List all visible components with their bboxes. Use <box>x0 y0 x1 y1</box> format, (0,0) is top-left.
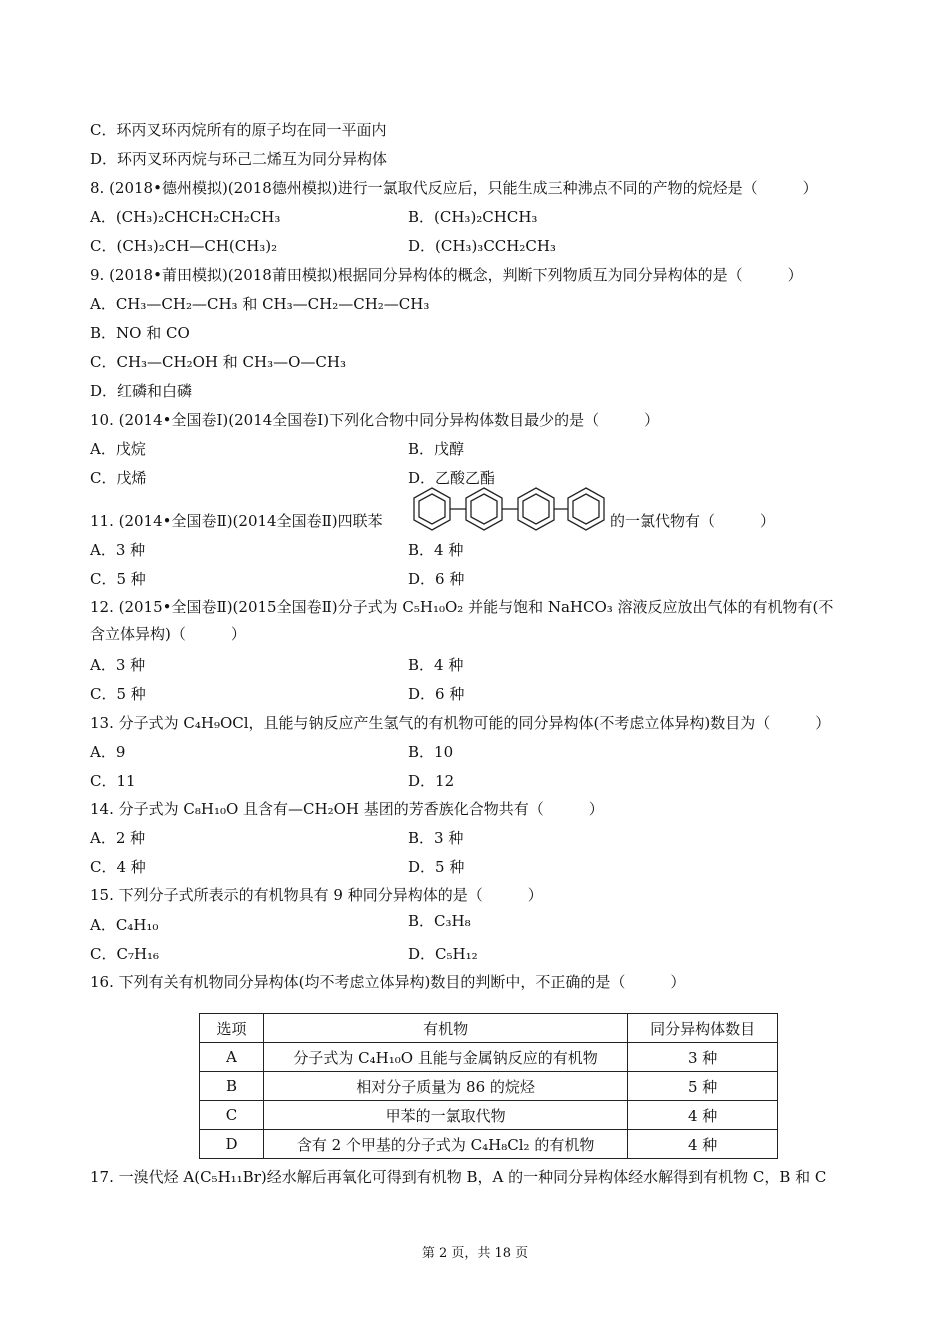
table-cell: B <box>200 1072 264 1101</box>
q15-option-c: C．C₇H₁₆ <box>90 945 160 963</box>
q13-option-d: D．12 <box>408 772 455 790</box>
table-cell: 4 种 <box>628 1130 778 1159</box>
q13-option-c: C．11 <box>90 772 136 790</box>
q7-option-c: C．环丙叉环丙烷所有的原子均在同一平面内 <box>90 121 387 139</box>
q9-option-a: A．CH₃—CH₂—CH₃ 和 CH₃—CH₂—CH₂—CH₃ <box>90 295 430 313</box>
q9-option-c: C．CH₃—CH₂OH 和 CH₃—O—CH₃ <box>90 353 346 371</box>
q13-stem: 13. 分子式为 C₄H₉OCl，且能与钠反应产生氢气的有机物可能的同分异构体(不考虑立体异构)数目为（ ） <box>90 714 831 732</box>
table-cell: 分子式为 C₄H₁₀O 且能与金属钠反应的有机物 <box>263 1043 627 1072</box>
q7-option-d: D．环丙叉环丙烷与环己二烯互为同分异构体 <box>90 150 388 168</box>
q10-option-c: C．戊烯 <box>90 469 147 487</box>
table-cell: C <box>200 1101 264 1130</box>
table-cell: 3 种 <box>628 1043 778 1072</box>
benzene-ring-4 <box>568 488 604 530</box>
q12-stem-cont: 含立体异构)（ ） <box>90 625 246 643</box>
table-row <box>200 1130 778 1159</box>
table-row <box>200 1072 778 1101</box>
q11-option-a: A．3 种 <box>90 541 146 559</box>
q15-option-a: A．C₄H₁₀ <box>90 916 159 934</box>
table-cell: 相对分子质量为 86 的烷烃 <box>263 1072 627 1101</box>
table-cell: D <box>200 1130 264 1159</box>
q15-option-b: B．C₃H₈ <box>408 912 471 930</box>
table-cell: 4 种 <box>628 1101 778 1130</box>
q10-option-d: D．乙酸乙酯 <box>408 469 496 487</box>
benzene-ring-3 <box>518 488 554 530</box>
q8-stem: 8. (2018•德州模拟)(2018德州模拟)进行一氯取代反应后，只能生成三种沸点不同的产物的烷烃是（ ） <box>90 179 818 197</box>
table-cell: A <box>200 1043 264 1072</box>
q13-option-b: B．10 <box>408 743 454 761</box>
q10-stem: 10. (2014•全国卷Ⅰ)(2014全国卷Ⅰ)下列化合物中同分异构体数目最少的是（ ） <box>90 411 660 429</box>
q8-option-c: C．(CH₃)₂CH—CH(CH₃)₂ <box>90 237 278 255</box>
page-footer: 第 2 页，共 18 页 <box>421 1246 529 1261</box>
q12-option-b: B．4 种 <box>408 656 464 674</box>
q14-stem: 14. 分子式为 C₈H₁₀O 且含有—CH₂OH 基团的芳香族化合物共有（ ） <box>90 800 604 818</box>
q11-option-d: D．6 种 <box>408 570 465 588</box>
table-row <box>200 1043 778 1072</box>
q10-option-b: B．戊醇 <box>408 440 465 458</box>
quaterphenyl-structure <box>408 482 608 538</box>
table-cell: 甲苯的一氯取代物 <box>263 1101 627 1130</box>
q8-option-d: D．(CH₃)₃CCH₂CH₃ <box>408 237 556 255</box>
q12-stem: 12. (2015•全国卷Ⅱ)(2015全国卷Ⅱ)分子式为 C₅H₁₀O₂ 并能与饱和 NaHCO₃ 溶液反应放出气体的有机物有(不 <box>90 598 834 616</box>
q8-option-a: A．(CH₃)₂CHCH₂CH₂CH₃ <box>90 208 281 226</box>
q8-option-b: B．(CH₃)₂CHCH₃ <box>408 208 538 226</box>
benzene-ring-1 <box>414 488 450 530</box>
q11-stem-pre: 11. (2014•全国卷Ⅱ)(2014全国卷Ⅱ)四联苯 <box>90 512 383 530</box>
header-organic: 有机物 <box>263 1014 627 1043</box>
q9-option-b: B．NO 和 CO <box>90 324 190 342</box>
q12-option-d: D．6 种 <box>408 685 465 703</box>
q16-stem: 16. 下列有关有机物同分异构体(均不考虑立体异构)数目的判断中，不正确的是（ ） <box>90 973 686 991</box>
q12-option-c: C．5 种 <box>90 685 146 703</box>
q9-stem: 9. (2018•莆田模拟)(2018莆田模拟)根据同分异构体的概念，判断下列物质互为同分异构体的是（ ） <box>90 266 803 284</box>
header-option: 选项 <box>200 1014 264 1043</box>
q16-options-table <box>199 1013 778 1159</box>
q13-option-a: A．9 <box>90 743 126 761</box>
q10-option-a: A．戊烷 <box>90 440 146 458</box>
q11-option-c: C．5 种 <box>90 570 146 588</box>
q14-option-b: B．3 种 <box>408 829 464 847</box>
q9-option-d: D．红磷和白磷 <box>90 382 193 400</box>
q11-option-b: B．4 种 <box>408 541 464 559</box>
q14-option-a: A．2 种 <box>90 829 146 847</box>
benzene-ring-2 <box>466 488 502 530</box>
q11-stem-post: 的一氯代物有（ ） <box>610 512 776 530</box>
q15-stem: 15. 下列分子式所表示的有机物具有 9 种同分异构体的是（ ） <box>90 886 543 904</box>
table-header-row <box>200 1014 778 1043</box>
q15-option-d: D．C₅H₁₂ <box>408 945 478 963</box>
header-isomer-count: 同分异构体数目 <box>628 1014 778 1043</box>
table-cell: 5 种 <box>628 1072 778 1101</box>
q14-option-c: C．4 种 <box>90 858 146 876</box>
q14-option-d: D．5 种 <box>408 858 465 876</box>
table-cell: 含有 2 个甲基的分子式为 C₄H₈Cl₂ 的有机物 <box>263 1130 627 1159</box>
table-row <box>200 1101 778 1130</box>
q17-stem: 17. 一溴代烃 A(C₅H₁₁Br)经水解后再氧化可得到有机物 B，A 的一种同分异构体经水解得到有机物 C，B 和 C <box>90 1168 827 1186</box>
q12-option-a: A．3 种 <box>90 656 146 674</box>
